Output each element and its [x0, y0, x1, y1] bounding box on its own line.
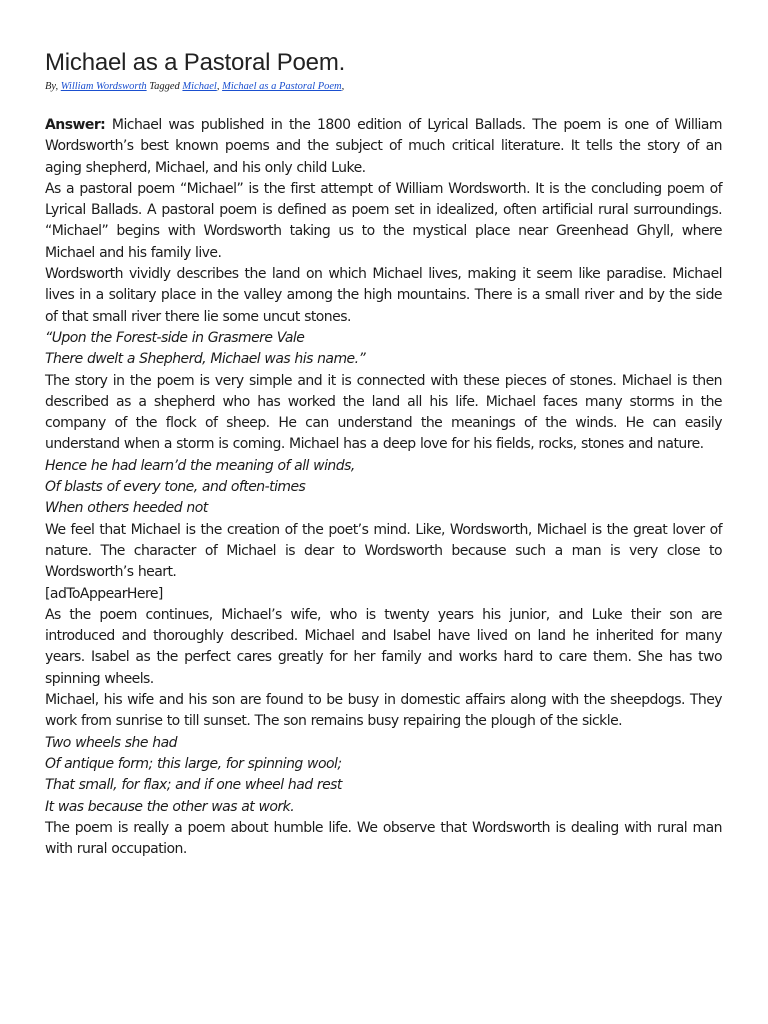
verse-line: It was because the other was at work.	[45, 798, 295, 815]
tag-link-michael-as-a-pastoral-poem[interactable]: Michael as a Pastoral Poem	[222, 81, 342, 92]
ad-placeholder: [adToAppearHere]	[45, 585, 163, 602]
paragraph: The story in the poem is very simple and it is connected with these pieces of stones. Michael is then described as a shepherd who has worked the land all his life. Michael faces many storms in the company of the flock of sheep. He can understand the meanings of the winds. He can easily understand when a storm is coming. Michael has a deep love for his fields, rocks, stones and nature.	[45, 372, 722, 453]
byline	[45, 80, 722, 94]
verse-line: Of blasts of every tone, and often-times	[45, 479, 306, 496]
tag-separator: ,	[216, 81, 220, 92]
paragraph: Michael, his wife and his son are found to be busy in domestic affairs along with the sheepdogs. They work from sunrise to till sunset. The son remains busy repairing the plough of the sickle.	[45, 692, 722, 730]
by-label: By,	[45, 81, 59, 92]
verse-line: “Upon the Forest-side in Grasmere Vale	[45, 329, 305, 346]
paragraph-answer	[45, 115, 722, 179]
verse-line: When others heeded not	[45, 500, 208, 517]
article-body	[45, 115, 722, 860]
paragraph: As a pastoral poem “Michael” is the first attempt of William Wordsworth. It is the concluding poem of Lyrical Ballads. A pastoral poem is defined as poem set in idealized, often artificial rural surroundings. “Michael” begins with Wordsworth taking us to the mystical place near Greenhead Ghyll, where Michael and his family live.	[45, 180, 722, 261]
paragraph-text: Michael was published in the 1800 edition of Lyrical Ballads. The poem is one of William Wordsworth’s best known poems and the subject of much critical literature. It tells the story of an aging shepherd, Michael, and his only child Luke.	[45, 117, 722, 176]
verse-line: That small, for flax; and if one wheel had rest	[45, 777, 342, 794]
tag-trailing-comma: ,	[341, 81, 345, 92]
answer-label: Answer:	[45, 117, 106, 133]
verse-block	[45, 456, 722, 520]
page-title: Michael as a Pastoral Poem.	[45, 49, 346, 76]
verse-line: Two wheels she had	[45, 734, 177, 751]
verse-line: Of antique form; this large, for spinning wool;	[45, 755, 342, 772]
paragraph: We feel that Michael is the creation of the poet’s mind. Like, Wordsworth, Michael is the great lover of nature. The character of Michael is dear to Wordsworth because such a man is very close to Wordsworth’s heart.	[45, 521, 722, 581]
tag-link-michael[interactable]: Michael	[182, 81, 217, 92]
verse-block	[45, 328, 722, 371]
tagged-label: Tagged	[149, 81, 180, 92]
verse-line: Hence he had learn’d the meaning of all winds,	[45, 457, 355, 474]
paragraph: Wordsworth vividly describes the land on which Michael lives, making it seem like paradise. Michael lives in a solitary place in the valley among the high mountains. There is a small river and by the side of that small river there lie some uncut stones.	[45, 266, 722, 325]
verse-block	[45, 733, 722, 818]
paragraph: As the poem continues, Michael’s wife, who is twenty years his junior, and Luke their son are introduced and thoroughly described. Michael and Isabel have lived on land he inherited for many years. Isabel as the perfect cares greatly for her family and works hard to care them. She has two spinning wheels.	[45, 606, 722, 687]
paragraph: The poem is really a poem about humble life. We observe that Wordsworth is dealing with rural man with rural occupation.	[45, 819, 722, 858]
article	[45, 48, 722, 860]
author-link[interactable]: William Wordsworth	[60, 81, 147, 92]
verse-line: There dwelt a Shepherd, Michael was his name.”	[45, 351, 366, 368]
